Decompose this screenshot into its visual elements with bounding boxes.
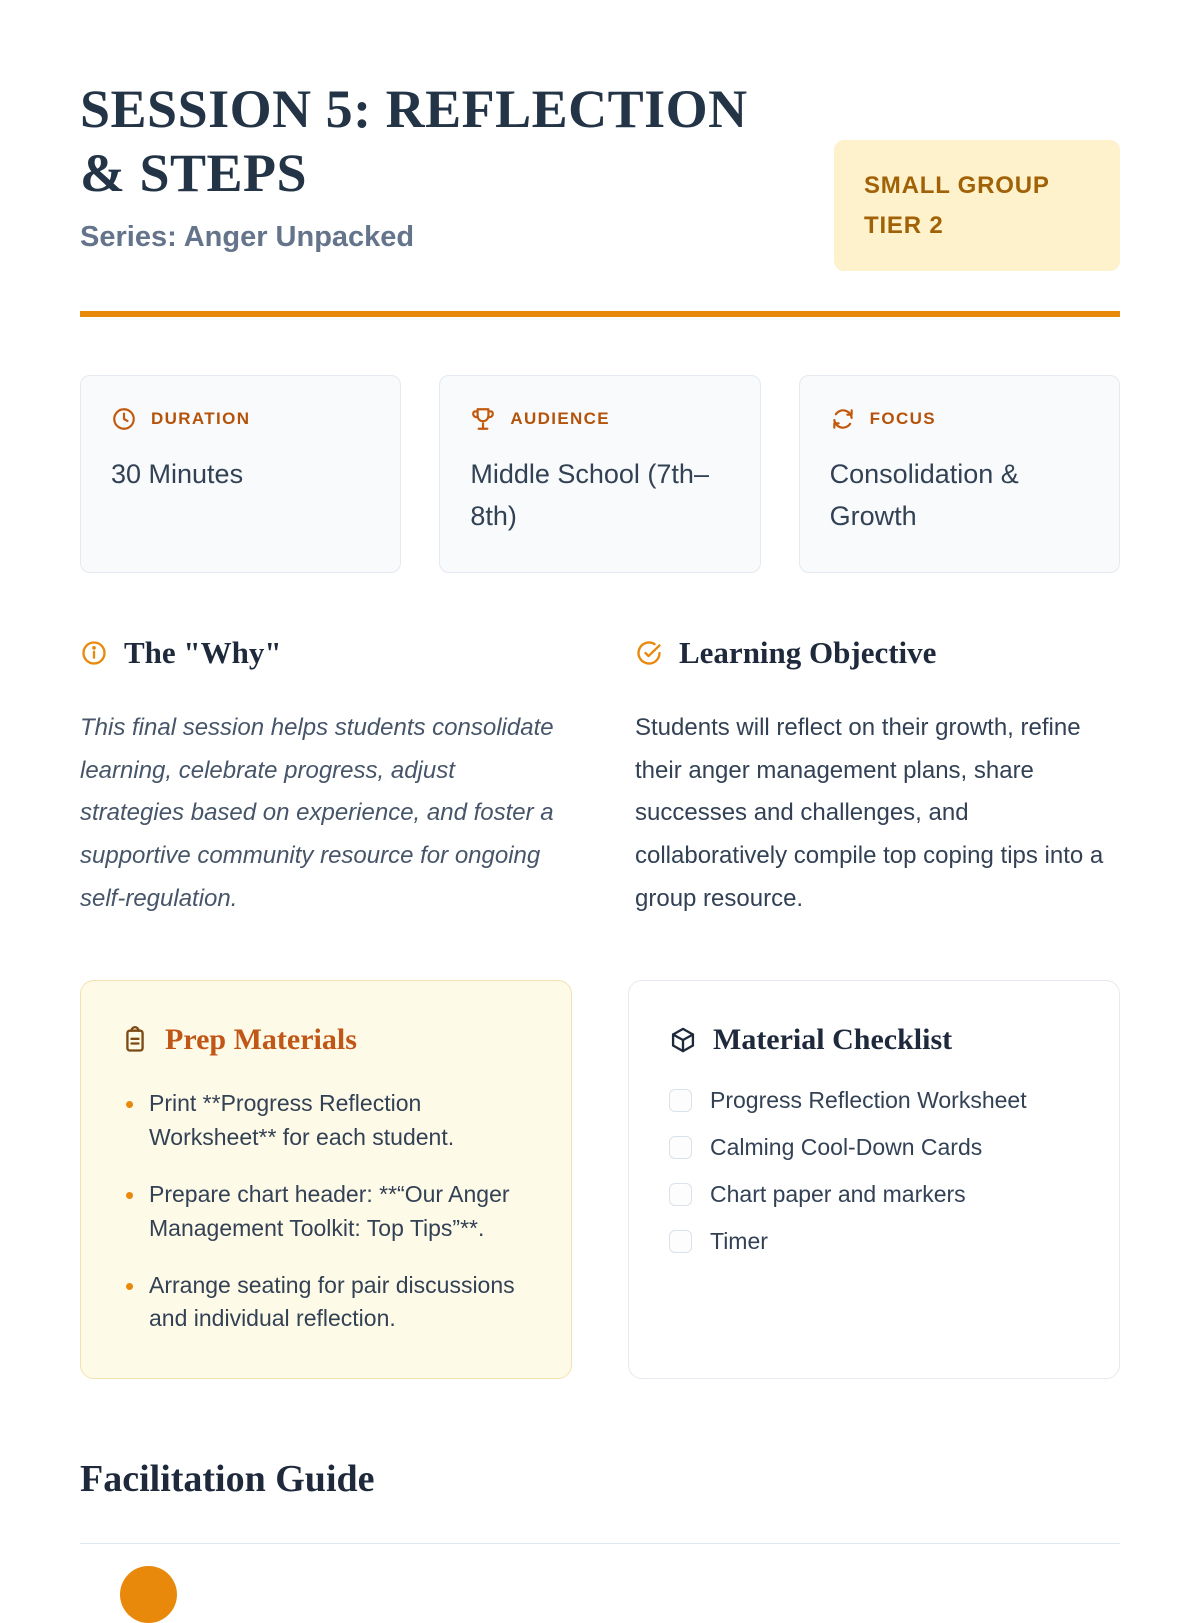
why-column	[80, 635, 565, 921]
why-heading: The "Why"	[124, 634, 282, 670]
objective-text: Students will reflect on their growth, refine their anger management plans, share successes and challenges, and collaboratively compile top coping tips into a group resource.	[635, 713, 1104, 912]
audience-card	[439, 375, 760, 573]
checklist-row	[669, 1134, 1079, 1161]
facilitation-guide-heading: Facilitation Guide	[80, 1457, 375, 1500]
focus-card	[799, 375, 1120, 573]
why-text: This final session helps students consolidate learning, celebrate progress, adjust strategies based on experience, and foster a supportive community resource for ongoing self-regulation.	[80, 713, 554, 912]
checklist	[669, 1087, 1079, 1255]
duration-value: 30 Minutes	[111, 459, 244, 490]
title-block	[80, 78, 800, 254]
refresh-icon	[830, 406, 856, 432]
why-objective-section	[80, 635, 1120, 921]
objective-heading: Learning Objective	[679, 634, 937, 670]
info-icon	[80, 639, 108, 667]
page-header	[80, 78, 1120, 271]
material-checklist-card	[628, 980, 1120, 1378]
materials-section	[80, 980, 1120, 1378]
checkbox[interactable]	[669, 1089, 692, 1112]
checklist-row	[669, 1087, 1079, 1114]
duration-card	[80, 375, 401, 573]
checklist-row	[669, 1228, 1079, 1255]
duration-label: DURATION	[151, 409, 251, 429]
check-circle-icon	[635, 639, 663, 667]
checklist-item-label: Timer	[710, 1228, 768, 1255]
clipboard-icon	[121, 1026, 149, 1054]
objective-column	[635, 635, 1120, 921]
checkbox[interactable]	[669, 1230, 692, 1253]
prep-heading-row	[121, 1023, 531, 1057]
checklist-row	[669, 1181, 1079, 1208]
checklist-item-label: Calming Cool-Down Cards	[710, 1134, 983, 1161]
prep-materials-card	[80, 980, 572, 1378]
checkbox[interactable]	[669, 1136, 692, 1159]
step-number-circle	[120, 1566, 177, 1623]
section-divider	[80, 1543, 1120, 1544]
audience-label: AUDIENCE	[510, 409, 610, 429]
checklist-item-label: Chart paper and markers	[710, 1181, 966, 1208]
prep-list	[121, 1087, 531, 1335]
prep-item: • Prepare chart header: **“Our Anger Management Toolkit: Top Tips”**.	[121, 1178, 531, 1245]
page-title: SESSION 5: REFLECTION & STEPS	[80, 79, 748, 203]
series-subtitle: Series: Anger Unpacked	[80, 221, 415, 254]
audience-value: Middle School (7th–8th)	[470, 459, 709, 532]
clock-icon	[111, 406, 137, 432]
checklist-heading-row	[669, 1023, 1079, 1057]
accent-divider	[80, 311, 1120, 317]
checklist-item-label: Progress Reflection Worksheet	[710, 1087, 1027, 1114]
package-icon	[669, 1026, 697, 1054]
focus-value: Consolidation & Growth	[829, 459, 1019, 532]
trophy-icon	[470, 406, 496, 432]
prep-item: • Print **Progress Reflection Worksheet** for each student.	[121, 1087, 531, 1154]
tier-badge: SMALL GROUP TIER 2	[834, 140, 1120, 271]
prep-heading: Prep Materials	[165, 1023, 357, 1057]
prep-item: • Arrange seating for pair discussions and individual reflection.	[121, 1269, 531, 1336]
info-card-row	[80, 375, 1120, 573]
focus-label: FOCUS	[869, 409, 936, 429]
why-heading-row	[80, 635, 565, 671]
checklist-heading: Material Checklist	[713, 1023, 953, 1057]
objective-heading-row	[635, 635, 1120, 671]
checkbox[interactable]	[669, 1183, 692, 1206]
